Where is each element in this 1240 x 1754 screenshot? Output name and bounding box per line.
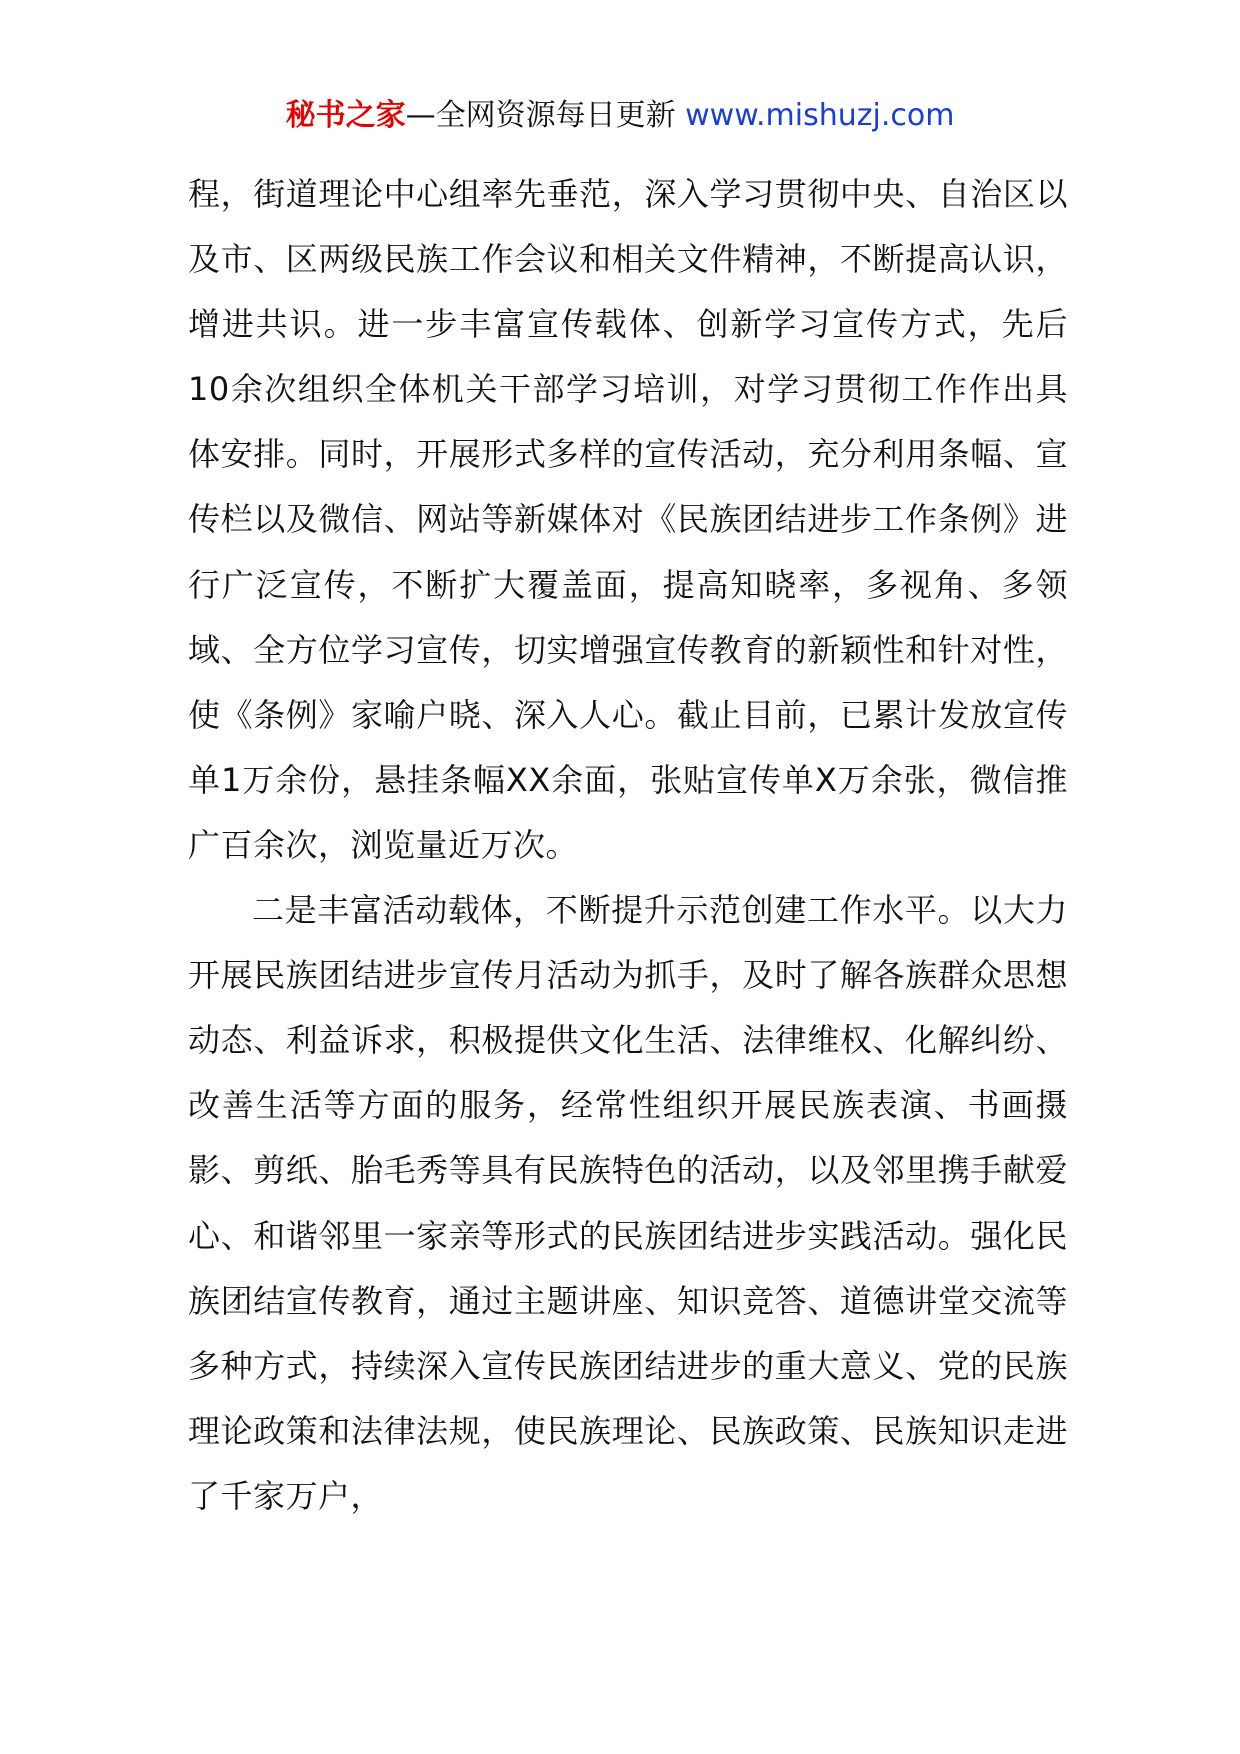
paragraph-2-lead: 二是丰富活动载体，不断提升示范创建工作水平。 [252,891,971,930]
document-body [188,162,1068,1529]
header-brand: 秘书之家 [285,98,406,133]
page-header [0,96,1240,136]
header-site-link[interactable]: www.mishuzj.com [685,98,955,133]
paragraph-2-text: 以大力开展民族团结进步宣传月活动为抓手，及时了解各族群众思想动态、利益诉求，积极提供文化生活、法律维权、化解纠纷、改善生活等方面的服务，经常性组织开展民族表演、书画摄影、剪纸、胎毛秀等具有民族特色的活动，以及邻里携手献爱心、和谐邻里一家亲等形式的民族团结进步实践活动。强化民族团结宣传教育，通过主题讲座、知识竞答、道德讲堂交流等多种方式，持续深入宣传民族团结进步的重大意义、党的民族理论政策和法律法规，使民族理论、民族政策、民族知识走进了千家万户， [188,891,1068,1515]
paragraph-2 [188,878,1068,1529]
paragraph-1 [188,162,1068,878]
header-tagline: —全网资源每日更新 [405,98,686,133]
paragraph-1-text: 程，街道理论中心组率先垂范，深入学习贯彻中央、自治区以及市、区两级民族工作会议和相关文件精神，不断提高认识，增进共识。进一步丰富宣传载体、创新学习宣传方式，先后10余次组织全体机关干部学习培训，对学习贯彻工作作出具体安排。同时，开展形式多样的宣传活动，充分利用条幅、宣传栏以及微信、网站等新媒体对《民族团结进步工作条例》进行广泛宣传，不断扩大覆盖面，提高知晓率，多视角、多领域、全方位学习宣传，切实增强宣传教育的新颖性和针对性，使《条例》家喻户晓、深入人心。截止目前，已累计发放宣传单1万余份，悬挂条幅XX余面，张贴宣传单X万余张，微信推广百余次，浏览量近万次。 [188,175,1068,864]
